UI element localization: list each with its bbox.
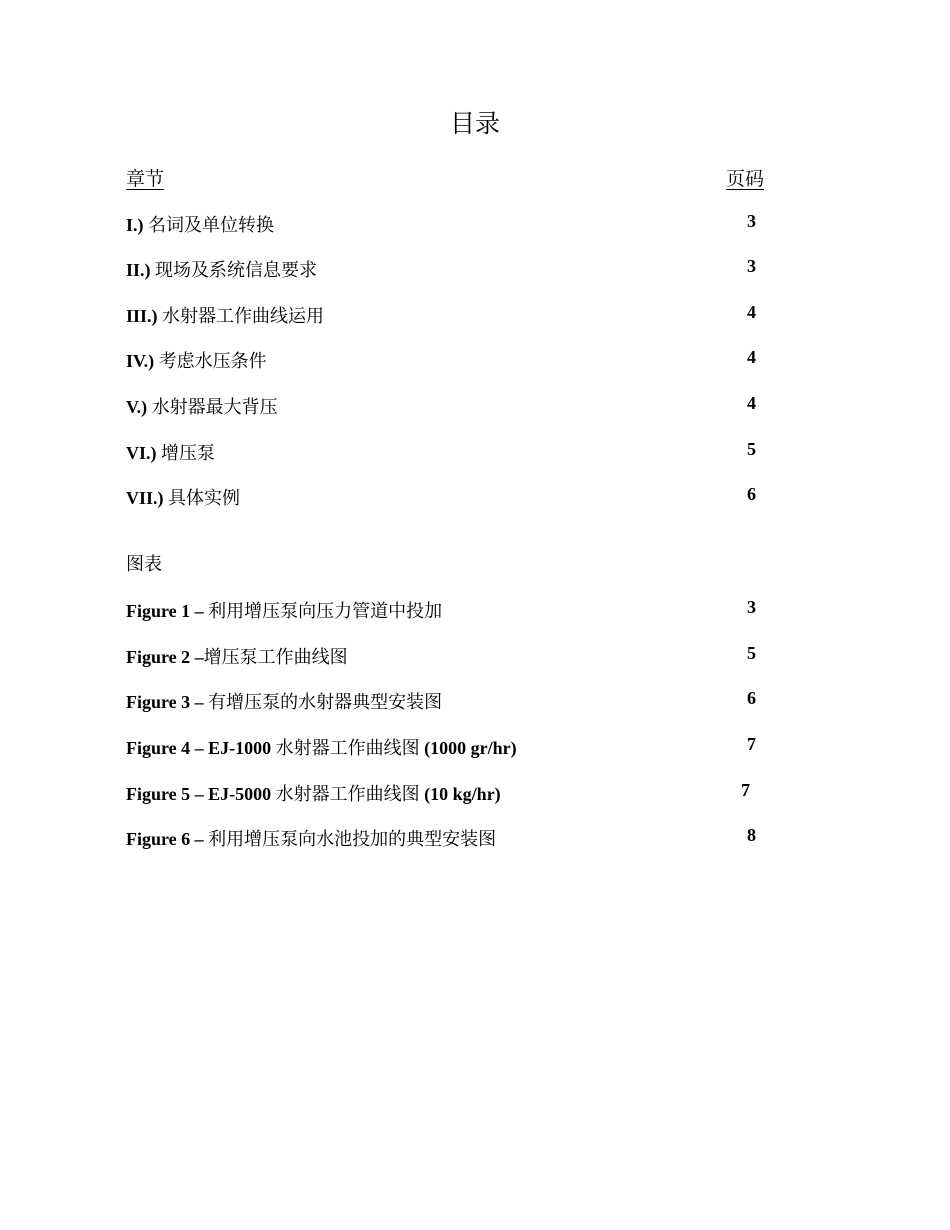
figure-entry-label: Figure 6 –	[126, 829, 204, 849]
toc-entry-number: II.)	[126, 260, 151, 280]
figure-entry-label: Figure 4 – EJ-1000	[126, 738, 272, 758]
toc-entry[interactable]	[126, 439, 756, 463]
figure-entry[interactable]	[126, 780, 756, 804]
toc-entry[interactable]	[126, 302, 756, 326]
toc-entry-page: 6	[747, 484, 756, 504]
figure-entry-title: 有增压泵的水射器典型安装图	[203, 692, 443, 712]
figure-entry[interactable]	[126, 688, 756, 712]
toc-entry-title: 名词及单位转换	[143, 215, 274, 235]
figure-entry-suffix: (10 kg/hr)	[424, 784, 501, 804]
chapter-column-header: 章节	[126, 169, 165, 190]
figure-entry-suffix: (1000 gr/hr)	[424, 738, 517, 758]
toc-entry[interactable]	[126, 484, 756, 508]
toc-entry[interactable]	[126, 393, 756, 417]
toc-entry-title: 水射器最大背压	[147, 397, 278, 417]
toc-entry-page: 5	[747, 439, 756, 459]
toc-entry-page: 4	[747, 347, 756, 367]
figure-entry-page: 8	[747, 825, 756, 845]
figure-entry-label: Figure 5 – EJ-5000	[126, 784, 272, 804]
figure-entry-page: 7	[741, 780, 750, 800]
figure-entry[interactable]	[126, 643, 756, 667]
toc-entry-title: 水射器工作曲线运用	[157, 306, 325, 326]
figure-entry-page: 3	[747, 597, 756, 617]
figure-entry-label: Figure 1 –	[126, 601, 204, 621]
toc-entry[interactable]	[126, 256, 756, 280]
toc-entry-number: IV.)	[126, 351, 155, 371]
page-column-header: 页码	[725, 169, 764, 190]
figure-entry-label: Figure 2 –	[126, 647, 204, 667]
toc-entry-title: 现场及系统信息要求	[150, 260, 318, 280]
figure-entry-title: 水射器工作曲线图	[271, 784, 425, 804]
figure-entry-page: 5	[747, 643, 756, 663]
toc-entry-page: 3	[747, 211, 756, 231]
figure-entry-page: 6	[747, 688, 756, 708]
toc-entry-number: VII.)	[126, 488, 164, 508]
figures-heading: 图表	[126, 554, 162, 574]
toc-entry-number: I.)	[126, 215, 144, 235]
toc-entry-page: 3	[747, 256, 756, 276]
figure-entry-title: 水射器工作曲线图	[271, 738, 425, 758]
figure-entry-title: 利用增压泵向压力管道中投加	[203, 601, 443, 621]
toc-entry-number: V.)	[126, 397, 148, 417]
figure-entry-title: 增压泵工作曲线图	[203, 647, 348, 667]
toc-entry[interactable]	[126, 347, 756, 371]
toc-entry-title: 具体实例	[163, 488, 241, 508]
toc-entry-page: 4	[747, 302, 756, 322]
page-title: 目录	[449, 111, 500, 138]
figure-entry-title: 利用增压泵向水池投加的典型安装图	[203, 829, 497, 849]
figure-entry[interactable]	[126, 597, 756, 621]
figure-entry-label: Figure 3 –	[126, 692, 204, 712]
figure-entry[interactable]	[126, 825, 756, 849]
toc-entry[interactable]	[126, 211, 756, 235]
toc-entry-title: 增压泵	[156, 443, 215, 463]
toc-entry-page: 4	[747, 393, 756, 413]
toc-entry-number: III.)	[126, 306, 158, 326]
toc-entry-title: 考虑水压条件	[154, 351, 267, 371]
figure-entry-page: 7	[747, 734, 756, 754]
toc-entry-number: VI.)	[126, 443, 157, 463]
figure-entry[interactable]	[126, 734, 756, 758]
